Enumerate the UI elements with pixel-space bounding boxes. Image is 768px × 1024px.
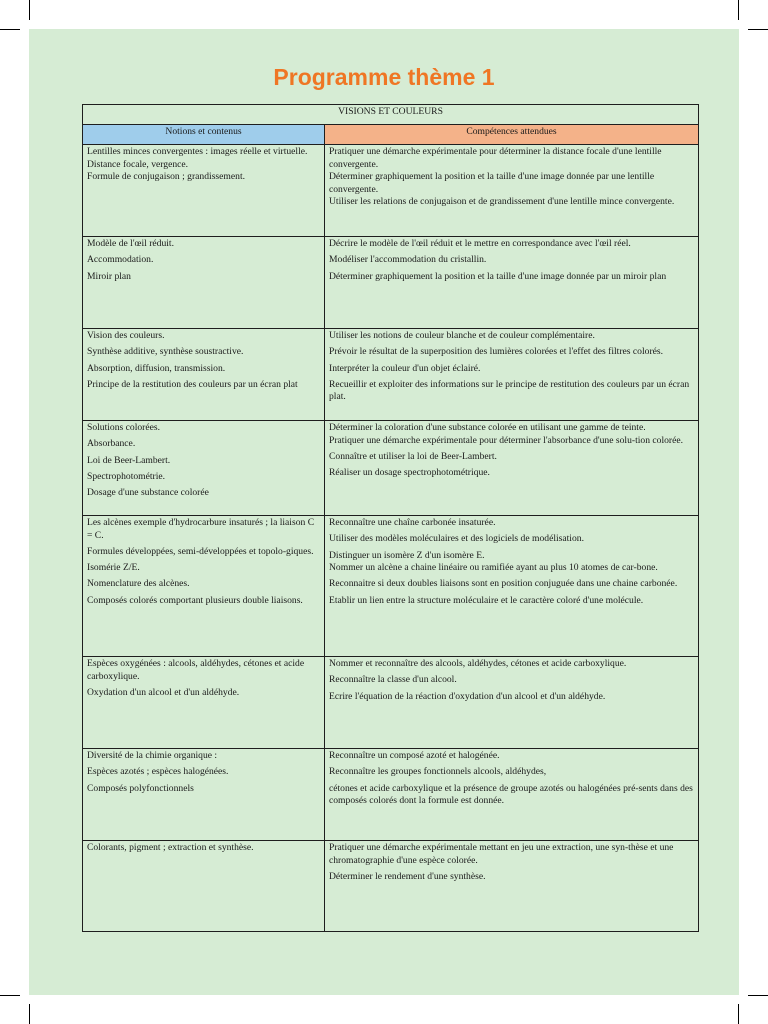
competences-cell	[325, 237, 699, 329]
cell-paragraph: Isomérie Z/E.	[87, 562, 140, 574]
table-row	[83, 749, 699, 841]
table-row	[83, 657, 699, 749]
table-row	[83, 516, 699, 657]
cell-paragraph: Synthèse additive, synthèse soustractive.	[87, 346, 244, 358]
cell-paragraph: Composés polyfonctionnels	[87, 782, 194, 794]
cell-paragraph: Composés colorés comportant plusieurs double liaisons.	[87, 594, 303, 606]
cell-paragraph: Etablir un lien entre la structure moléculaire et le caractère coloré d'une molécule.	[329, 594, 644, 606]
notions-cell	[83, 841, 325, 932]
cell-paragraph: Réaliser un dosage spectrophotométrique.	[329, 467, 490, 479]
cell-paragraph: Espèces oxygénées : alcools, aldéhydes, cétones et acide carboxylique.	[87, 658, 305, 682]
competences-cell	[325, 749, 699, 841]
cell-paragraph: Diversité de la chimie organique :	[87, 750, 218, 761]
cell-paragraph: Oxydation d'un alcool et d'un aldéhyde.	[87, 686, 240, 698]
program-table	[82, 104, 699, 932]
cell-paragraph: Les alcènes exemple d'hydrocarbure insaturés ; la liaison C = C.	[87, 517, 315, 541]
cell-paragraph: Formules développées, semi-développées et topolo-giques.	[87, 545, 314, 557]
crop-mark	[29, 0, 30, 20]
cell-paragraph: Colorants, pigment ; extraction et synthèse.	[87, 842, 254, 853]
cell-paragraph: Absorption, diffusion, transmission.	[87, 362, 226, 374]
cell-paragraph: Interpréter la couleur d'un objet éclairé.	[329, 362, 481, 374]
cell-paragraph: Vision des couleurs.	[87, 330, 165, 341]
cell-paragraph: Distinguer un isomère Z d'un isomère E. Nommer un alcène a chaine linéaire ou ramifiée ayant au plus 10 atomes de car-bone.	[329, 549, 658, 574]
cell-paragraph: Spectrophotométrie.	[87, 470, 166, 482]
cell-paragraph: Miroir plan	[87, 270, 131, 282]
notions-cell	[83, 237, 325, 329]
notions-cell	[83, 421, 325, 516]
cell-paragraph: Ecrire l'équation de la réaction d'oxydation d'un alcool et d'un aldéhyde.	[329, 690, 606, 702]
cell-paragraph: Utiliser les notions de couleur blanche et de couleur complémentaire.	[329, 330, 595, 341]
competences-cell	[325, 329, 699, 421]
table-row	[83, 237, 699, 329]
cell-paragraph: Solutions colorées.	[87, 422, 161, 433]
cell-paragraph: Principe de la restitution des couleurs par un écran plat	[87, 378, 298, 390]
cell-paragraph: Utiliser des modèles moléculaires et des logiciels de modélisation.	[329, 533, 584, 545]
notions-cell	[83, 657, 325, 749]
notions-cell	[83, 749, 325, 841]
notions-cell	[83, 329, 325, 421]
cell-paragraph: Espèces azotés ; espèces halogénées.	[87, 766, 229, 778]
competences-cell	[325, 145, 699, 237]
table-row	[83, 841, 699, 932]
cell-paragraph: Connaître et utiliser la loi de Beer-Lambert.	[329, 450, 497, 462]
crop-mark	[0, 995, 20, 996]
table-row	[83, 145, 699, 237]
cell-paragraph: Dosage d'une substance colorée	[87, 487, 209, 499]
competences-cell	[325, 841, 699, 932]
crop-mark	[29, 1004, 30, 1024]
crop-mark	[738, 1004, 739, 1024]
cell-paragraph: Prévoir le résultat de la superposition des lumières colorées et l'effet des filtres colorés.	[329, 346, 664, 358]
table-row	[83, 329, 699, 421]
cell-paragraph: Accommodation.	[87, 254, 154, 266]
column-header-notions: Notions et contenus	[83, 125, 325, 145]
competences-cell	[325, 516, 699, 657]
crop-mark	[748, 995, 768, 996]
cell-paragraph: Déterminer la coloration d'une substance colorée en utilisant une gamme de teinte. Pratiquer une démarche expérimentale pour déterminer l'absorbance d'une solu-tion colorée.	[329, 422, 684, 446]
cell-paragraph: Absorbance.	[87, 438, 136, 450]
crop-mark	[0, 29, 20, 30]
crop-mark	[748, 29, 768, 30]
cell-paragraph: Loi de Beer-Lambert.	[87, 454, 171, 466]
crop-mark	[738, 0, 739, 20]
page-title: Programme thème 1	[273, 64, 495, 90]
column-header-competences: Compétences attendues	[325, 125, 699, 145]
section-title: VISIONS ET COULEURS	[83, 105, 699, 125]
competences-cell	[325, 657, 699, 749]
cell-paragraph: Reconnaître les groupes fonctionnels alcools, aldéhydes,	[329, 766, 547, 778]
cell-paragraph: Nommer et reconnaître des alcools, aldéhydes, cétones et acide carboxylique.	[329, 658, 627, 669]
cell-paragraph: Nomenclature des alcènes.	[87, 578, 190, 590]
cell-paragraph: cétones et acide carboxylique et la présence de groupe azotés ou halogénées pré-sents dans des composés colorés dont la formule est donnée.	[329, 782, 693, 807]
cell-paragraph: Déterminer le rendement d'une synthèse.	[329, 870, 486, 882]
cell-paragraph: Modèle de l'œil réduit.	[87, 238, 174, 249]
notions-cell	[83, 516, 325, 657]
table-row	[83, 421, 699, 516]
cell-paragraph: Déterminer graphiquement la position et la taille d'une image donnée par un miroir plan	[329, 270, 667, 282]
cell-paragraph: Reconnaitre si deux doubles liaisons sont en position conjuguée dans une chaine carbonée.	[329, 578, 678, 590]
cell-paragraph: Recueillir et exploiter des informations sur le principe de restitution des couleurs par un écran plat.	[329, 378, 690, 403]
cell-paragraph: Pratiquer une démarche expérimentale pour déterminer la distance focale d'une lentille convergente. Déterminer graphiquement la position et la taille d'une image donnée par une lentille convergente. Utiliser les relations de conjugaison et de grandissement d'une lentille mince convergente.	[329, 146, 675, 208]
cell-paragraph: Lentilles minces convergentes : images réelle et virtuelle. Distance focale, vergence. Formule de conjugaison ; grandissement.	[87, 146, 308, 183]
competences-cell	[325, 421, 699, 516]
cell-paragraph: Modéliser l'accommodation du cristallin.	[329, 254, 487, 266]
cell-paragraph: Reconnaître la classe d'un alcool.	[329, 674, 457, 686]
cell-paragraph: Reconnaître un composé azoté et halogénée.	[329, 750, 500, 761]
cell-paragraph: Décrire le modèle de l'œil réduit et le mettre en correspondance avec l'œil réel.	[329, 238, 631, 249]
cell-paragraph: Reconnaître une chaîne carbonée insaturée.	[329, 517, 496, 528]
cell-paragraph: Pratiquer une démarche expérimentale mettant en jeu une extraction, une syn-thèse et une chromatographie d'une espèce colorée.	[329, 842, 674, 866]
notions-cell	[83, 145, 325, 237]
